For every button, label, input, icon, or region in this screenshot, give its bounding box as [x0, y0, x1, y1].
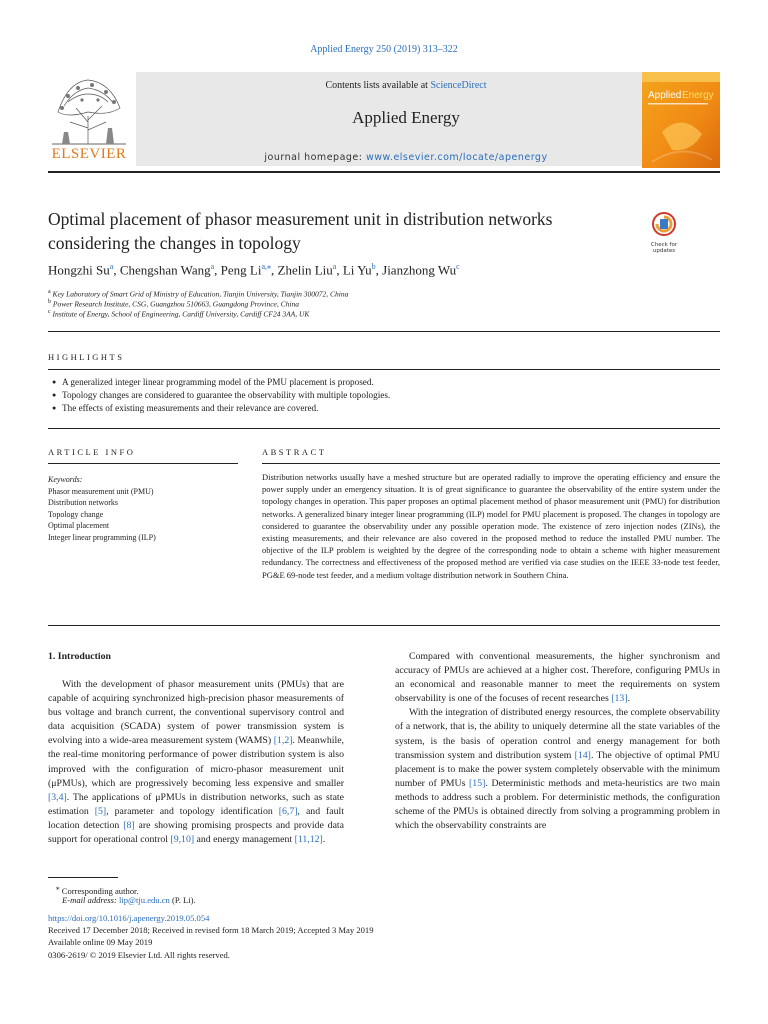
journal-name: Applied Energy — [352, 108, 460, 127]
highlight-item: ● The effects of existing measurements and their relevance are covered. — [48, 402, 720, 415]
abstract-rule — [262, 463, 720, 464]
highlights-rule — [48, 369, 720, 370]
citation-link[interactable]: [15] — [469, 777, 486, 789]
author-name[interactable]: Zhelin Liu — [277, 262, 333, 278]
check-for-updates-badge[interactable] — [647, 211, 681, 253]
author-affil-sup[interactable]: b — [371, 262, 376, 271]
abstract-heading: ABSTRACT — [262, 447, 327, 457]
affiliation-rule — [48, 331, 720, 332]
affiliation-sup: c — [48, 309, 51, 315]
citation-link[interactable]: [1,2] — [273, 735, 293, 747]
header-rule — [48, 171, 720, 173]
abstract-bottom-rule — [48, 625, 720, 626]
highlights-bottom-rule — [48, 428, 720, 429]
article-title: Optimal placement of phasor measurement unit in distribution networks considering the changes in topology — [48, 209, 553, 253]
masthead — [48, 70, 628, 170]
citation-link[interactable]: [13] — [611, 693, 628, 705]
author-affil-sup[interactable]: a,⁎ — [261, 262, 272, 271]
affiliation — [48, 299, 688, 309]
affiliation-sup: b — [48, 299, 51, 305]
citation-link[interactable]: [14] — [574, 749, 591, 761]
citation-link[interactable]: [3,4] — [48, 791, 67, 803]
journal-homepage-line — [136, 152, 676, 163]
journal-masthead-box — [136, 72, 676, 166]
citation-link[interactable]: [11,12] — [294, 834, 323, 846]
received-dates: Received 17 December 2018; Received in revised form 18 March 2019; Accepted 3 May 2019 — [48, 925, 374, 936]
article-info-heading: ARTICLE INFO — [48, 447, 136, 457]
corresponding-mark: ⁎ — [56, 884, 60, 892]
publisher-wordmark[interactable]: ELSEVIER — [51, 146, 127, 162]
footnote-rule — [48, 877, 118, 878]
corresponding-label: Corresponding author. — [61, 885, 139, 896]
journal-homepage-link[interactable]: www.elsevier.com/locate/apenergy — [365, 152, 548, 163]
author-name[interactable]: Chengshan Wang — [119, 262, 211, 278]
affiliation — [48, 289, 688, 299]
author-affil-sup[interactable]: a — [332, 262, 337, 271]
article-info-rule — [48, 463, 238, 464]
citation-link[interactable]: [9,10] — [170, 834, 195, 846]
doi-link[interactable]: https://doi.org/10.1016/j.apenergy.2019.05.054 — [48, 913, 210, 923]
journal-cover-image[interactable] — [642, 72, 720, 168]
email-note — [62, 894, 196, 906]
keywords-block — [48, 474, 238, 543]
keyword: Phasor measurement unit (PMU) — [48, 486, 154, 496]
section-heading: 1. Introduction — [48, 651, 111, 662]
keyword: Optimal placement — [48, 521, 110, 530]
cover-title-energy: Energy — [682, 90, 714, 101]
body-paragraph: Compared with conventional measurements, the higher synchronism and accuracy of PMUs are achieved at a higher cost. Therefore, configuring PMUs in an economical and reasonable manner to meet the requirements on system observability is one of the focuses of recent researches [13]. — [395, 651, 720, 705]
author-name[interactable]: Peng Li — [220, 262, 262, 278]
contents-prefix: Contents lists available at — [325, 80, 431, 91]
body-column-right — [395, 650, 720, 833]
contents-available-line — [136, 80, 676, 91]
author-affil-sup[interactable]: c — [456, 262, 460, 271]
keywords-label: Keywords: — [48, 475, 83, 484]
citation-link[interactable]: [6,7] — [278, 805, 298, 817]
email-link[interactable]: lip@tju.edu.cn — [118, 895, 170, 905]
affiliation-sup: a — [48, 289, 51, 295]
highlights-heading: HIGHLIGHTS — [48, 352, 125, 362]
keyword: Integer linear programming (ILP) — [48, 532, 156, 542]
email-label: E-mail address: — [62, 895, 117, 905]
highlight-item: ● A generalized integer linear programming model of the PMU placement is proposed. — [48, 376, 720, 389]
affiliation-text: Institute of Energy, School of Engineering, Cardiff University, Cardiff CF24 3AA, UK — [52, 309, 310, 319]
citation-link[interactable]: [5] — [94, 805, 107, 817]
available-online: Available online 09 May 2019 — [48, 937, 153, 948]
sciencedirect-link[interactable]: ScienceDirect — [430, 80, 487, 91]
check-updates-line1: Check for — [650, 242, 678, 248]
author-name[interactable]: Li Yu — [342, 262, 372, 278]
author-affil-sup[interactable]: a — [109, 262, 114, 271]
author-list: Hongzhi Su$^a$, Chengshan Wang$^a$, Peng $Li^{a,⁎}$, Zhelin Liu$^a$, Li Yu$^b$, Jianzhong Wu$^c$ — [48, 262, 460, 278]
check-updates-line2: updates — [652, 248, 676, 254]
keyword: Distribution networks — [48, 498, 118, 507]
citation-link[interactable]: [8] — [123, 819, 135, 831]
body-column-left — [48, 678, 344, 847]
cover-title-applied: Applied — [648, 90, 682, 101]
keyword: Topology change — [48, 509, 104, 519]
affiliation — [48, 309, 688, 319]
affiliation-text: Power Research Institute, CSG, Guangzhou 510663, Guangdong Province, China — [52, 299, 299, 309]
author-name[interactable]: Jianzhong Wu — [382, 262, 457, 278]
copyright: 0306-2619/ © 2019 Elsevier Ltd. All rights reserved. — [48, 949, 230, 960]
body-paragraph: With the development of phasor measurement units (PMUs) that are capable of acquiring synchronized high-precision phasor measurements of bus voltage and branch current, the conventional supervisory control and data acquisition (SCADA) system of power transmission system is evolving into a wide-area measurement system (WAMS) [1,2]. Meanwhile, the real-time monitoring performance of power distribution system is also improved with the configuration of micro-phasor measurement unit (μPMUs), which are progressively becoming less expensive and smaller [3,4]. The applications of μPMUs in distribution networks, such as state estimation [5], parameter and topology identification [6,7], and fault location detection [8] are showing promising prospects and provide data support for operational control [9,10] and energy management [11,12]. — [48, 679, 345, 846]
highlights-list — [48, 376, 720, 415]
affiliation-text: Key Laboratory of Smart Grid of Ministry of Education, Tianjin University, Tianjin 300072, China — [52, 289, 349, 299]
highlight-item: ● Topology changes are considered to guarantee the observability with multiple topologies. — [48, 389, 720, 402]
body-paragraph: With the integration of distributed energy resources, the complete observability of a network, that is, the ability to uniquely determine all the state variables of the system, is the basis of operation control and energy management for both transmission system and distribution system [14]. The objective of optimal PMU placement is to make the power system completely observable with the minimum number of PMUs [15]. Deterministic methods and meta-heuristics are two main methods to address such a problem. For deterministic methods, the configuration scheme of the PMUs is obtained directly from solving a programming problem in which the observability constraints are — [395, 707, 720, 832]
author-affil-sup[interactable]: a — [210, 262, 215, 271]
publication-info — [48, 912, 374, 961]
homepage-prefix: journal homepage: — [264, 152, 366, 163]
author-name[interactable]: Hongzhi Su — [48, 262, 110, 278]
email-suffix: (P. Li). — [172, 895, 196, 905]
abstract-text: Distribution networks usually have a meshed structure but are operated radially to improve the operating efficiency and ensure the power supply under an emergency situation. It is of great significance to guarantee the observability of the entire system under the topology changes in operation. This paper proposes an optimal placement method of phasor measurement unit (PMU) for distribution networks. A generalized binary integer linear programming (ILP) model for PMU placement is proposed. The changes in topology are considered to guarantee the observability under any possible operation mode. The existence of zero injection nodes (ZINs), the existing measurements, and their relevance are also covered in the proposed method to reduce the installed PMU number. The objective of the ILP problem is weighted by the degree of the corresponding node to obtain a scheme with higher measurement redundancy. The correctness and effectiveness of the proposed method are verified via case studies on the IEEE 33-node test feeder, PG&E 69-node test feeder, and a medium voltage distribution network in Southern China. — [262, 472, 720, 580]
journal-reference[interactable]: Applied Energy 250 (2019) 313–322 — [310, 44, 458, 55]
